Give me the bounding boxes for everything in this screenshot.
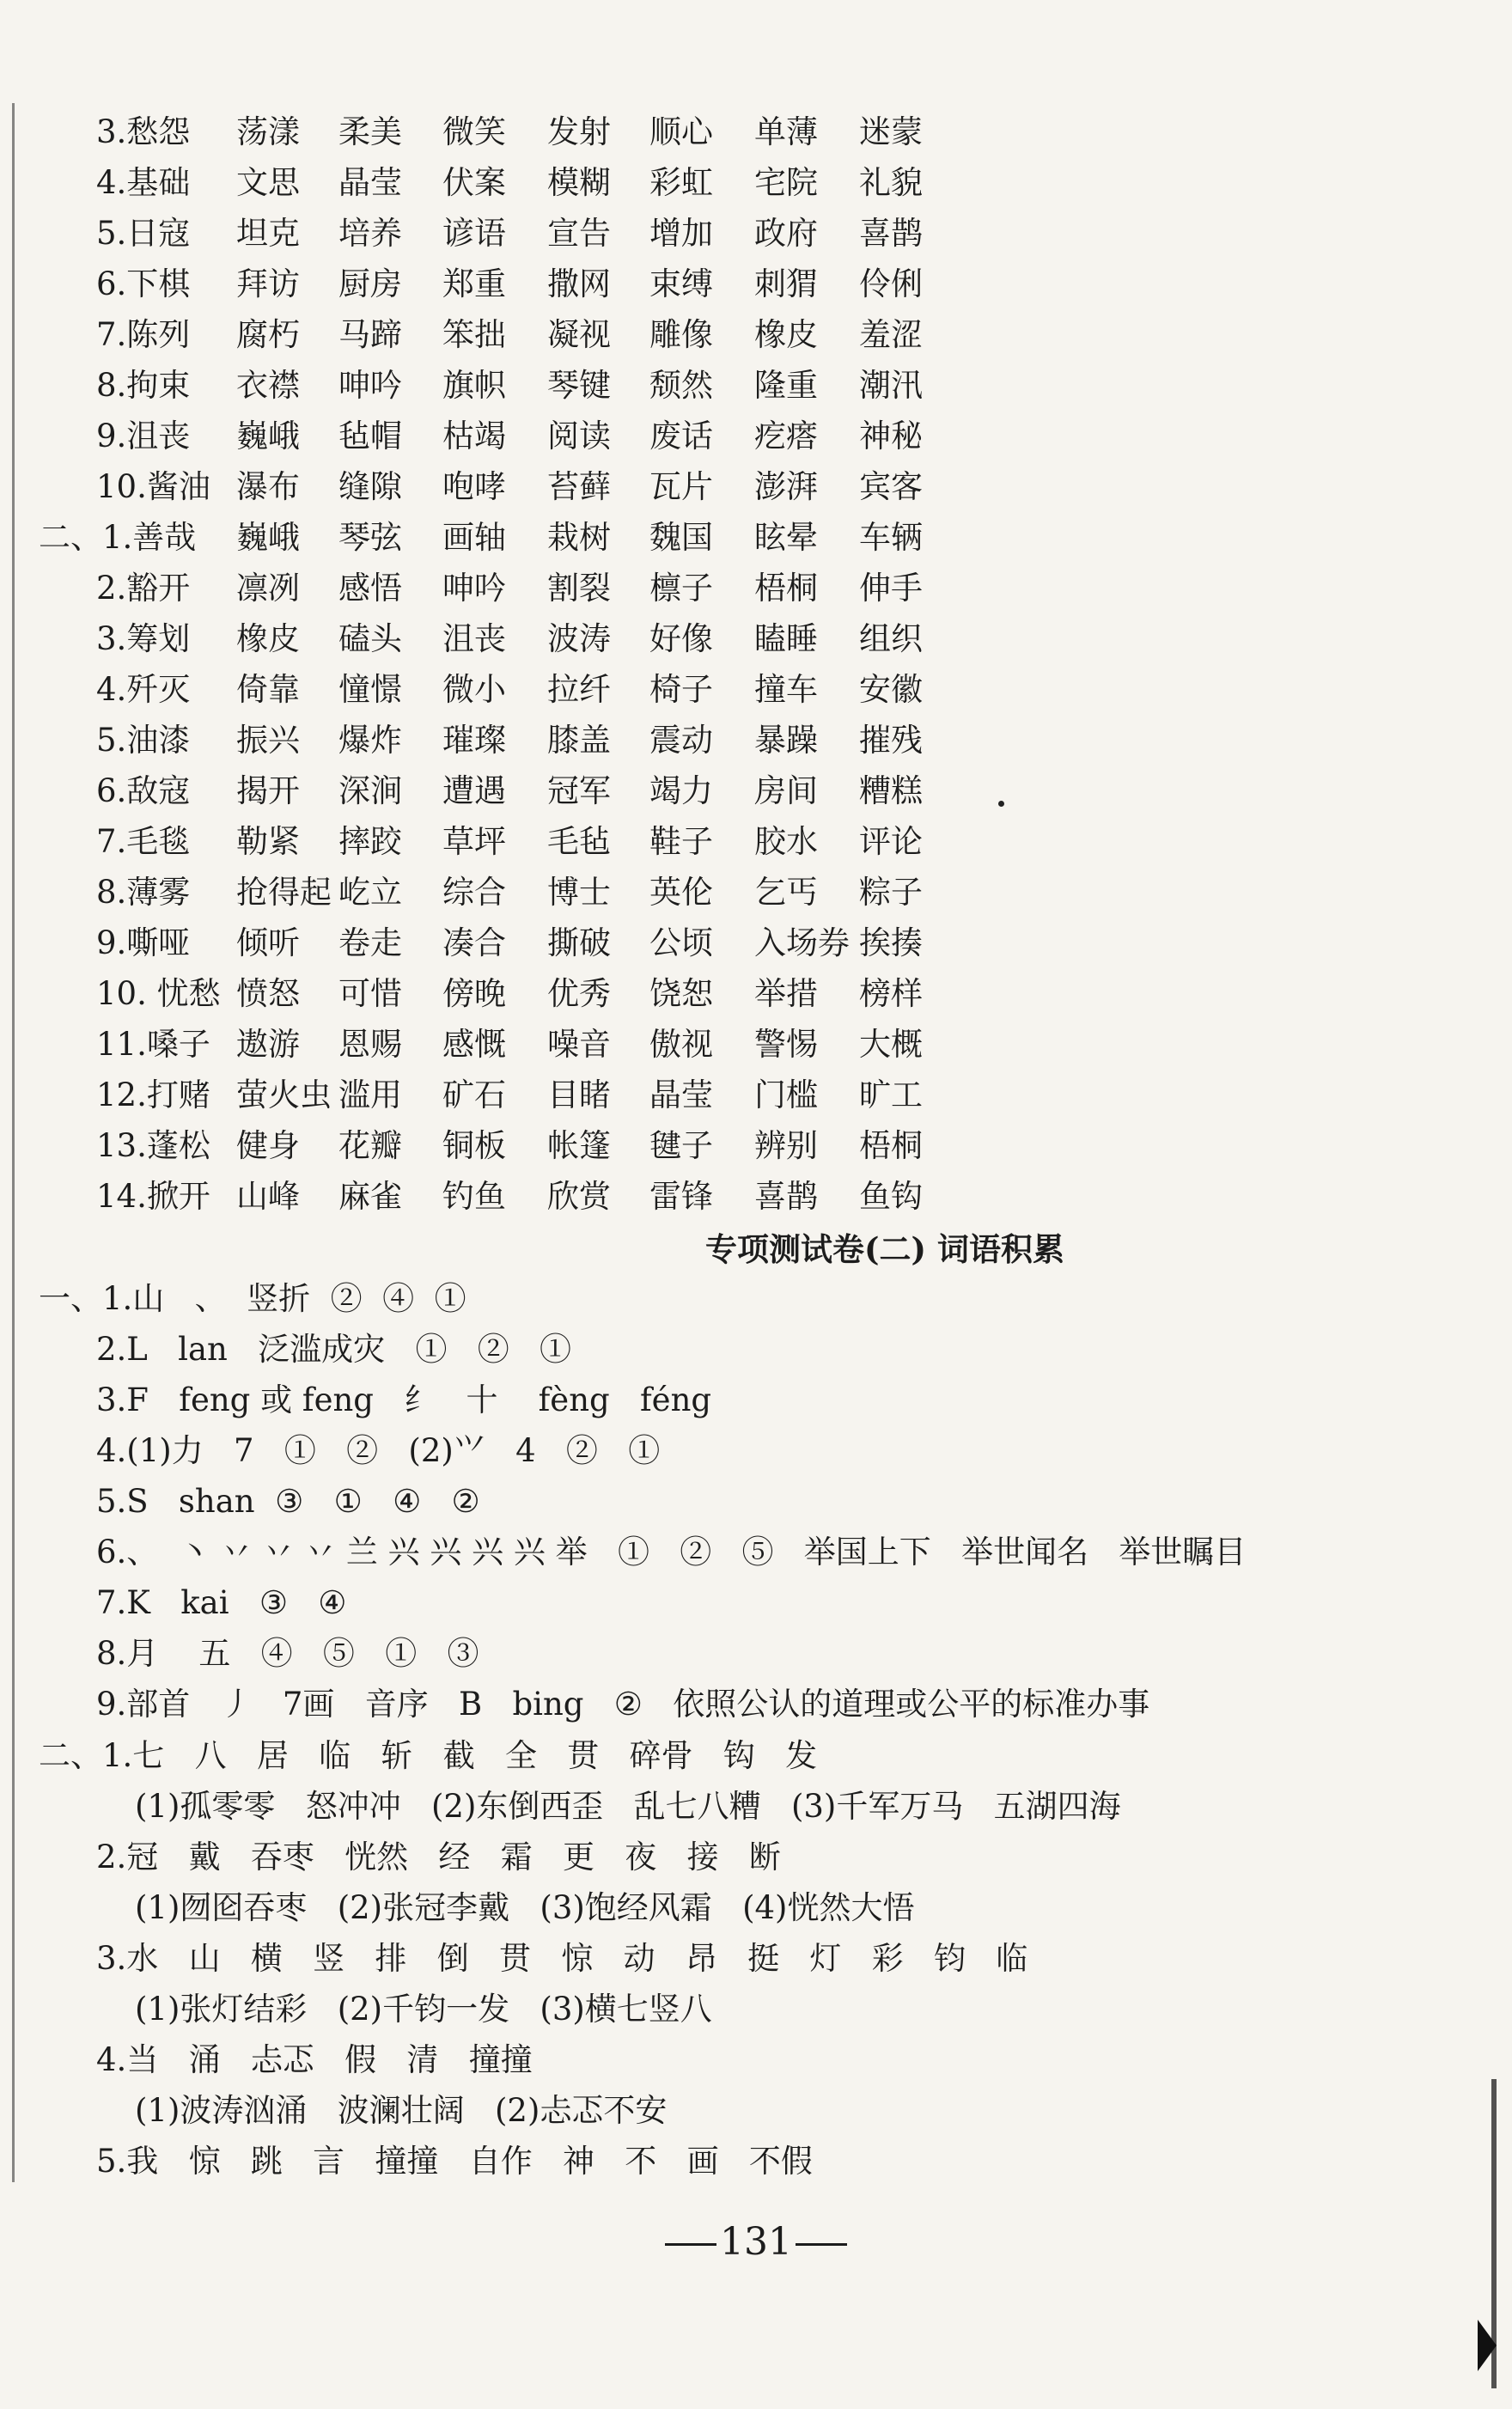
- answer-word: 坦克: [236, 215, 300, 252]
- answer-word: 摧残: [859, 722, 923, 759]
- answer-word: 文思: [236, 164, 300, 201]
- answer-word: 澎湃: [754, 468, 818, 505]
- answer-word: 辨别: [754, 1127, 818, 1164]
- answer-word: 花瓣: [338, 1127, 402, 1164]
- answer-word: 愤怒: [236, 975, 300, 1012]
- answer-word: 呻吟: [338, 367, 402, 404]
- answer-row: [0, 108, 1512, 156]
- answer-word: 胶水: [754, 823, 818, 860]
- answer-word: 单薄: [754, 113, 818, 150]
- answer-word: 房间: [754, 772, 818, 809]
- answer-word: 6.敌寇: [96, 772, 191, 809]
- answer-word: 6.下棋: [96, 265, 191, 302]
- answer-word: 10. 忧愁: [96, 975, 221, 1012]
- answer-word: 魏国: [649, 519, 713, 556]
- answer-word: 糟糕: [859, 772, 923, 809]
- answer-word: 瞌睡: [754, 620, 818, 657]
- answer-word: 恩赐: [338, 1026, 402, 1063]
- answer-word: 撒网: [547, 265, 611, 302]
- answer-word: 檩子: [649, 570, 713, 607]
- answer-word: 评论: [859, 823, 923, 860]
- answer-word: 撕破: [547, 924, 611, 961]
- answer-line: (1)孤零零 怒冲冲 (2)东倒西歪 乱七八糟 (3)千军万马 五湖四海: [135, 1788, 1121, 1825]
- answer-word: 谚语: [442, 215, 506, 252]
- answer-word: 萤火虫: [236, 1076, 332, 1113]
- section-heading: 专项测试卷(二) 词语积累: [705, 1230, 1064, 1268]
- answer-word: 综合: [442, 874, 506, 911]
- answer-word: 7.毛毯: [96, 823, 191, 860]
- answer-word: 呻吟: [442, 570, 506, 607]
- answer-word: 铜板: [442, 1127, 506, 1164]
- answer-row: [0, 970, 1512, 1018]
- answer-word: 荡漾: [236, 113, 300, 150]
- answer-word: 14.掀开: [96, 1178, 210, 1215]
- answer-word: 咆哮: [442, 468, 506, 505]
- answer-word: 憧憬: [338, 671, 402, 708]
- answer-word: 草坪: [442, 823, 506, 860]
- answer-word: 柔美: [338, 113, 402, 150]
- answer-word: 拜访: [236, 265, 300, 302]
- answer-word: 伏案: [442, 164, 506, 201]
- answer-word: 9.嘶哑: [96, 924, 191, 961]
- answer-word: 倚靠: [236, 671, 300, 708]
- answer-word: 粽子: [859, 874, 923, 911]
- answer-word: 琴弦: [338, 519, 402, 556]
- answer-word: 政府: [754, 215, 818, 252]
- answer-row: [0, 1173, 1512, 1221]
- answer-row: [0, 210, 1512, 258]
- answer-word: 感慨: [442, 1026, 506, 1063]
- answer-word: 4.歼灭: [96, 671, 191, 708]
- answer-word: 9.沮丧: [96, 418, 191, 454]
- answer-word: 目睹: [547, 1076, 611, 1113]
- answer-word: 3.筹划: [96, 620, 191, 657]
- answer-word: 噪音: [547, 1026, 611, 1063]
- answer-word: 苔藓: [547, 468, 611, 505]
- answer-word: 梧桐: [754, 570, 818, 607]
- answer-word: 巍峨: [236, 519, 300, 556]
- answer-row: [0, 311, 1512, 359]
- answer-row: [0, 412, 1512, 460]
- answer-line: 4.当 涌 忐忑 假 清 撞撞: [96, 2041, 533, 2078]
- answer-row: [0, 362, 1512, 410]
- answer-word: 矿石: [442, 1076, 506, 1113]
- answer-row: [0, 869, 1512, 917]
- page-number: [0, 2217, 1512, 2268]
- answer-word: 撞车: [754, 671, 818, 708]
- answer-word: 郑重: [442, 265, 506, 302]
- answer-word: 毡帽: [338, 418, 402, 454]
- answer-word: 屹立: [338, 874, 402, 911]
- answer-word: 滥用: [338, 1076, 402, 1113]
- answer-word: 大概: [859, 1026, 923, 1063]
- answer-word: 凛冽: [236, 570, 300, 607]
- answer-row: [0, 919, 1512, 967]
- answer-word: 微笑: [442, 113, 506, 150]
- answer-word: 欣赏: [547, 1178, 611, 1215]
- answer-word: 振兴: [236, 722, 300, 759]
- answer-word: 增加: [649, 215, 713, 252]
- answer-word: 割裂: [547, 570, 611, 607]
- answer-row: [0, 260, 1512, 308]
- answer-word: 优秀: [547, 975, 611, 1012]
- answer-word: 神秘: [859, 418, 923, 454]
- answer-word: 挨揍: [859, 924, 923, 961]
- answer-word: 疙瘩: [754, 418, 818, 454]
- answer-word: 车辆: [859, 519, 923, 556]
- answer-word: 橡皮: [236, 620, 300, 657]
- answer-word: 厨房: [338, 265, 402, 302]
- answer-word: 模糊: [547, 164, 611, 201]
- answer-word: 5.日寇: [96, 215, 191, 252]
- answer-word: 3.愁怨: [96, 113, 191, 150]
- answer-word: 阅读: [547, 418, 611, 454]
- answer-word: 椅子: [649, 671, 713, 708]
- answer-word: 旗帜: [442, 367, 506, 404]
- answer-row: [0, 564, 1512, 613]
- answer-word: 毽子: [649, 1127, 713, 1164]
- answer-word: 腐朽: [236, 316, 300, 353]
- answer-row: [0, 818, 1512, 866]
- answer-word: 健身: [236, 1127, 300, 1164]
- answer-row: [0, 159, 1512, 207]
- answer-word: 宣告: [547, 215, 611, 252]
- answer-word: 感悟: [338, 570, 402, 607]
- answer-word: 公顷: [649, 924, 713, 961]
- answer-line: 5.S shan ③ ① ④ ②: [96, 1483, 480, 1520]
- answer-word: 顺心: [649, 113, 713, 150]
- answer-word: 礼貌: [859, 164, 923, 201]
- answer-word: 凝视: [547, 316, 611, 353]
- answer-line: 2.L lan 泛滥成灾 ① ② ①: [96, 1331, 572, 1368]
- answer-word: 刺猬: [754, 265, 818, 302]
- answer-word: 英伦: [649, 874, 713, 911]
- answer-word: 8.薄雾: [96, 874, 191, 911]
- answer-word: 眩晕: [754, 519, 818, 556]
- answer-word: 钓鱼: [442, 1178, 506, 1215]
- answer-line: 一、1.山 、 竖折 ② ④ ①: [39, 1280, 466, 1317]
- answer-word: 鞋子: [649, 823, 713, 860]
- answer-line: 6.、 丶 丷 丷 丷 兰 兴 兴 兴 兴 举 ① ② ⑤ 举国上下 举世闻名 举世瞩目: [96, 1534, 1247, 1570]
- answer-word: 凑合: [442, 924, 506, 961]
- answer-word: 10.酱油: [96, 468, 210, 505]
- answer-word: 波涛: [547, 620, 611, 657]
- answer-line: 3.F feng 或 feng 纟 十 fèng féng: [96, 1381, 712, 1418]
- answer-word: 晶莹: [338, 164, 402, 201]
- answer-word: 废话: [649, 418, 713, 454]
- answer-word: 伸手: [859, 570, 923, 607]
- answer-word: 羞涩: [859, 316, 923, 353]
- answer-word: 二、1.善哉: [39, 519, 197, 556]
- answer-line: (1)囫囵吞枣 (2)张冠李戴 (3)饱经风霜 (4)恍然大悟: [135, 1889, 915, 1926]
- answer-line: 2.冠 戴 吞枣 恍然 经 霜 更 夜 接 断: [96, 1839, 781, 1875]
- answer-word: 傍晚: [442, 975, 506, 1012]
- answer-word: 摔跤: [338, 823, 402, 860]
- answer-word: 傲视: [649, 1026, 713, 1063]
- answer-word: 发射: [547, 113, 611, 150]
- answer-word: 宅院: [754, 164, 818, 201]
- answer-word: 2.豁开: [96, 570, 191, 607]
- answer-word: 沮丧: [442, 620, 506, 657]
- answer-word: 门槛: [754, 1076, 818, 1113]
- answer-line: 3.水 山 横 竖 排 倒 贯 惊 动 昂 挺 灯 彩 钧 临: [96, 1940, 1028, 1977]
- answer-word: 晶莹: [649, 1076, 713, 1113]
- answer-word: 组织: [859, 620, 923, 657]
- answer-row: [0, 717, 1512, 765]
- answer-word: 卷走: [338, 924, 402, 961]
- answer-word: 麻雀: [338, 1178, 402, 1215]
- answer-word: 瓦片: [649, 468, 713, 505]
- page-number-dash-left: [665, 2243, 716, 2246]
- answer-word: 璀璨: [442, 722, 506, 759]
- answer-word: 培养: [338, 215, 402, 252]
- answer-word: 入场券: [754, 924, 850, 961]
- answer-word: 琴键: [547, 367, 611, 404]
- answer-row: [0, 1021, 1512, 1069]
- answer-word: 衣襟: [236, 367, 300, 404]
- answer-row: [0, 463, 1512, 511]
- answer-word: 竭力: [649, 772, 713, 809]
- page-number-text: 131: [720, 2220, 792, 2264]
- answer-word: 栽树: [547, 519, 611, 556]
- answer-word: 马蹄: [338, 316, 402, 353]
- answer-line: (1)张灯结彩 (2)千钧一发 (3)横七竖八: [135, 1991, 712, 2028]
- answer-word: 11.嗓子: [96, 1026, 210, 1063]
- answer-word: 12.打赌: [96, 1076, 210, 1113]
- answer-word: 爆炸: [338, 722, 402, 759]
- answer-word: 揭开: [236, 772, 300, 809]
- answer-word: 毛毡: [547, 823, 611, 860]
- answer-word: 震动: [649, 722, 713, 759]
- answer-word: 好像: [649, 620, 713, 657]
- answer-word: 8.拘束: [96, 367, 191, 404]
- answer-word: 束缚: [649, 265, 713, 302]
- answer-word: 雕像: [649, 316, 713, 353]
- answer-word: 伶俐: [859, 265, 923, 302]
- answer-word: 巍峨: [236, 418, 300, 454]
- answer-word: 隆重: [754, 367, 818, 404]
- answer-word: 榜样: [859, 975, 923, 1012]
- answer-word: 颓然: [649, 367, 713, 404]
- answer-word: 帐篷: [547, 1127, 611, 1164]
- answer-word: 鱼钩: [859, 1178, 923, 1215]
- answer-word: 山峰: [236, 1178, 300, 1215]
- answer-word: 笨拙: [442, 316, 506, 353]
- page-number-dash-right: [796, 2243, 847, 2246]
- answer-word: 可惜: [338, 975, 402, 1012]
- answer-word: 喜鹊: [859, 215, 923, 252]
- answer-line: 7.K kai ③ ④: [96, 1584, 347, 1621]
- answer-word: 暴躁: [754, 722, 818, 759]
- answer-word: 缝隙: [338, 468, 402, 505]
- answer-word: 橡皮: [754, 316, 818, 353]
- answer-word: 枯竭: [442, 418, 506, 454]
- answer-row: [0, 1071, 1512, 1119]
- answer-word: 深涧: [338, 772, 402, 809]
- answer-word: 喜鹊: [754, 1178, 818, 1215]
- answer-word: 雷锋: [649, 1178, 713, 1215]
- answer-word: 彩虹: [649, 164, 713, 201]
- answer-line: 9.部首 丿 7画 音序 B bing ② 依照公认的道理或公平的标准办事: [96, 1686, 1150, 1723]
- answer-word: 微小: [442, 671, 506, 708]
- answer-word: 磕头: [338, 620, 402, 657]
- answer-word: 迷蒙: [859, 113, 923, 150]
- answer-word: 安徽: [859, 671, 923, 708]
- answer-line: 8.月 五 ④ ⑤ ① ③: [96, 1635, 479, 1672]
- answer-word: 冠军: [547, 772, 611, 809]
- corner-mark: [1478, 2320, 1497, 2371]
- answer-word: 倾听: [236, 924, 300, 961]
- answer-word: 乞丐: [754, 874, 818, 911]
- answer-word: 7.陈列: [96, 316, 191, 353]
- answer-word: 饶恕: [649, 975, 713, 1012]
- answer-word: 警惕: [754, 1026, 818, 1063]
- answer-row: [0, 615, 1512, 663]
- answer-row: [0, 767, 1512, 815]
- answer-word: 潮汛: [859, 367, 923, 404]
- answer-word: 5.油漆: [96, 722, 191, 759]
- answer-word: 膝盖: [547, 722, 611, 759]
- answer-word: 旷工: [859, 1076, 923, 1113]
- answer-word: 梧桐: [859, 1127, 923, 1164]
- answer-word: 遭遇: [442, 772, 506, 809]
- answer-word: 举措: [754, 975, 818, 1012]
- answer-line: 5.我 惊 跳 言 撞撞 自作 神 不 画 不假: [96, 2143, 813, 2180]
- answer-word: 勒紧: [236, 823, 300, 860]
- answer-row: [0, 666, 1512, 714]
- answer-word: 博士: [547, 874, 611, 911]
- answer-row: [0, 514, 1512, 562]
- answer-word: 遨游: [236, 1026, 300, 1063]
- answer-line: 4.(1)力 7 ① ② (2)⺍ 4 ② ①: [96, 1432, 661, 1469]
- answer-line: (1)波涛汹涌 波澜壮阔 (2)忐忑不安: [135, 2092, 668, 2129]
- answer-word: 拉纤: [547, 671, 611, 708]
- answer-word: 抢得起: [236, 874, 332, 911]
- answer-line: 二、1.七 八 居 临 斩 截 全 贯 碎骨 钩 发: [39, 1737, 818, 1774]
- answer-word: 瀑布: [236, 468, 300, 505]
- answer-word: 宾客: [859, 468, 923, 505]
- answer-row: [0, 1122, 1512, 1170]
- answer-word: 4.基础: [96, 164, 191, 201]
- answer-word: 画轴: [442, 519, 506, 556]
- answer-word: 13.蓬松: [96, 1127, 210, 1164]
